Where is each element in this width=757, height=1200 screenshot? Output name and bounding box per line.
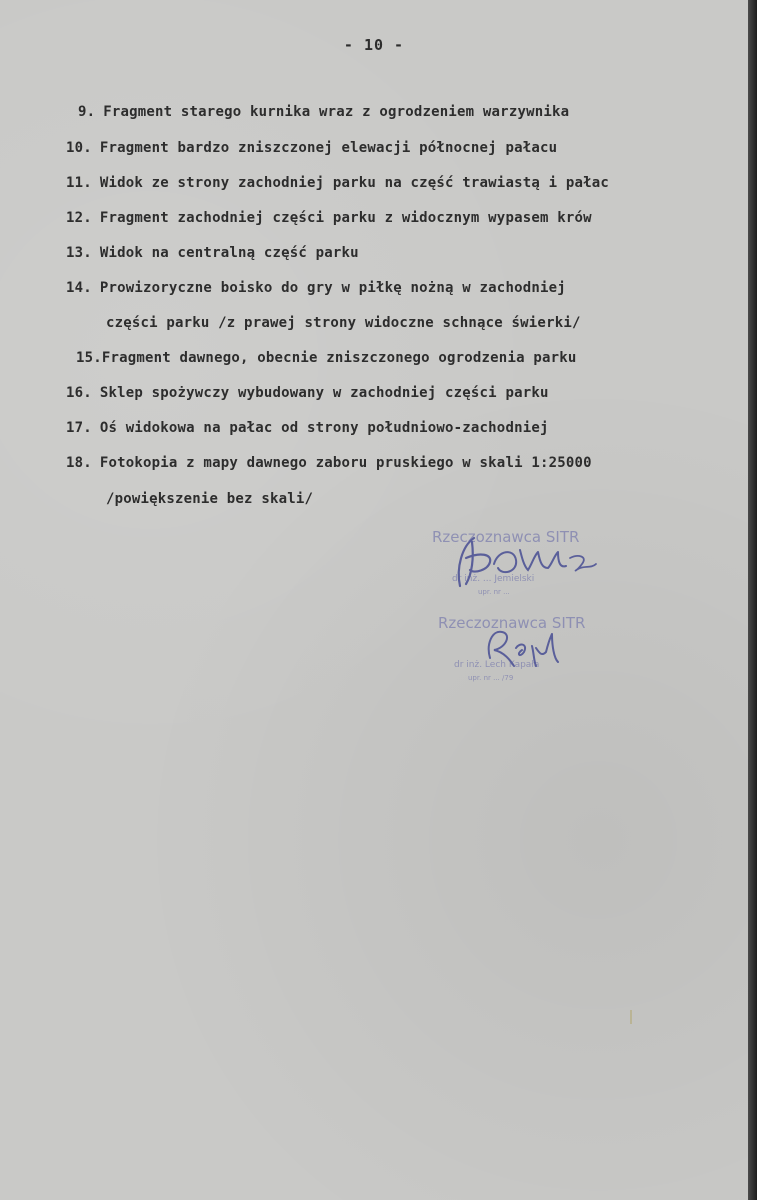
- item-text: Oś widokowa na pałac od strony południowo-zachodniej: [99, 420, 549, 436]
- list-item: [76, 350, 576, 366]
- item-number: 11.: [66, 175, 92, 191]
- item-text: Fragment starego kurnika wraz z ogrodzeniem warzywnika: [103, 104, 570, 120]
- item-number: 12.: [66, 210, 92, 226]
- list-item: [78, 104, 569, 120]
- item-continuation: /powiększenie bez skali/: [106, 491, 314, 507]
- handwritten-signature: [432, 528, 602, 598]
- item-text: Fotokopia z mapy dawnego zaboru pruskiego w skali 1:25000: [99, 455, 592, 471]
- stamp-registration: upr. nr ... /79: [468, 674, 514, 682]
- list-item: [66, 385, 549, 401]
- item-number: 14.: [66, 280, 92, 296]
- item-number: 15.: [76, 350, 102, 366]
- list-item: [66, 140, 557, 156]
- item-text: Sklep spożywczy wybudowany w zachodniej części parku: [99, 385, 549, 401]
- paper-mark: [630, 1010, 632, 1024]
- item-number: 17.: [66, 420, 92, 436]
- stamp-title: Rzeczoznawca SITR: [432, 528, 580, 546]
- item-number: 16.: [66, 385, 92, 401]
- stamp-name: dr inż. ... Jemielski: [452, 574, 535, 584]
- item-text: Fragment zachodniej części parku z widocznym wypasem krów: [99, 210, 592, 226]
- item-text: Widok na centralną część parku: [99, 245, 359, 261]
- list-item: [66, 175, 609, 191]
- list-item: [66, 455, 592, 471]
- item-number: 10.: [66, 140, 92, 156]
- item-text: Widok ze strony zachodniej parku na część trawiastą i pałac: [99, 175, 609, 191]
- list-item: [66, 280, 566, 296]
- list-item: [66, 420, 549, 436]
- page-number: - 10 -: [343, 36, 405, 54]
- item-number: 9.: [78, 104, 96, 120]
- item-continuation: części parku /z prawej strony widoczne schnące świerki/: [106, 315, 581, 331]
- item-number: 13.: [66, 245, 92, 261]
- stamp-registration: upr. nr ...: [478, 588, 510, 596]
- item-text: Prowizoryczne boisko do gry w piłkę nożną w zachodniej: [99, 280, 566, 296]
- handwritten-signature: [480, 618, 580, 678]
- item-text: Fragment dawnego, obecnie zniszczonego ogrodzenia parku: [101, 350, 577, 366]
- item-text: Fragment bardzo zniszczonej elewacji północnej pałacu: [99, 140, 558, 156]
- list-item: [66, 210, 592, 226]
- stamp-name: dr inż. Lech Kapała: [454, 660, 540, 670]
- stamp-title: Rzeczoznawca SITR: [438, 614, 586, 632]
- list-item: [66, 245, 359, 261]
- item-number: 18.: [66, 455, 92, 471]
